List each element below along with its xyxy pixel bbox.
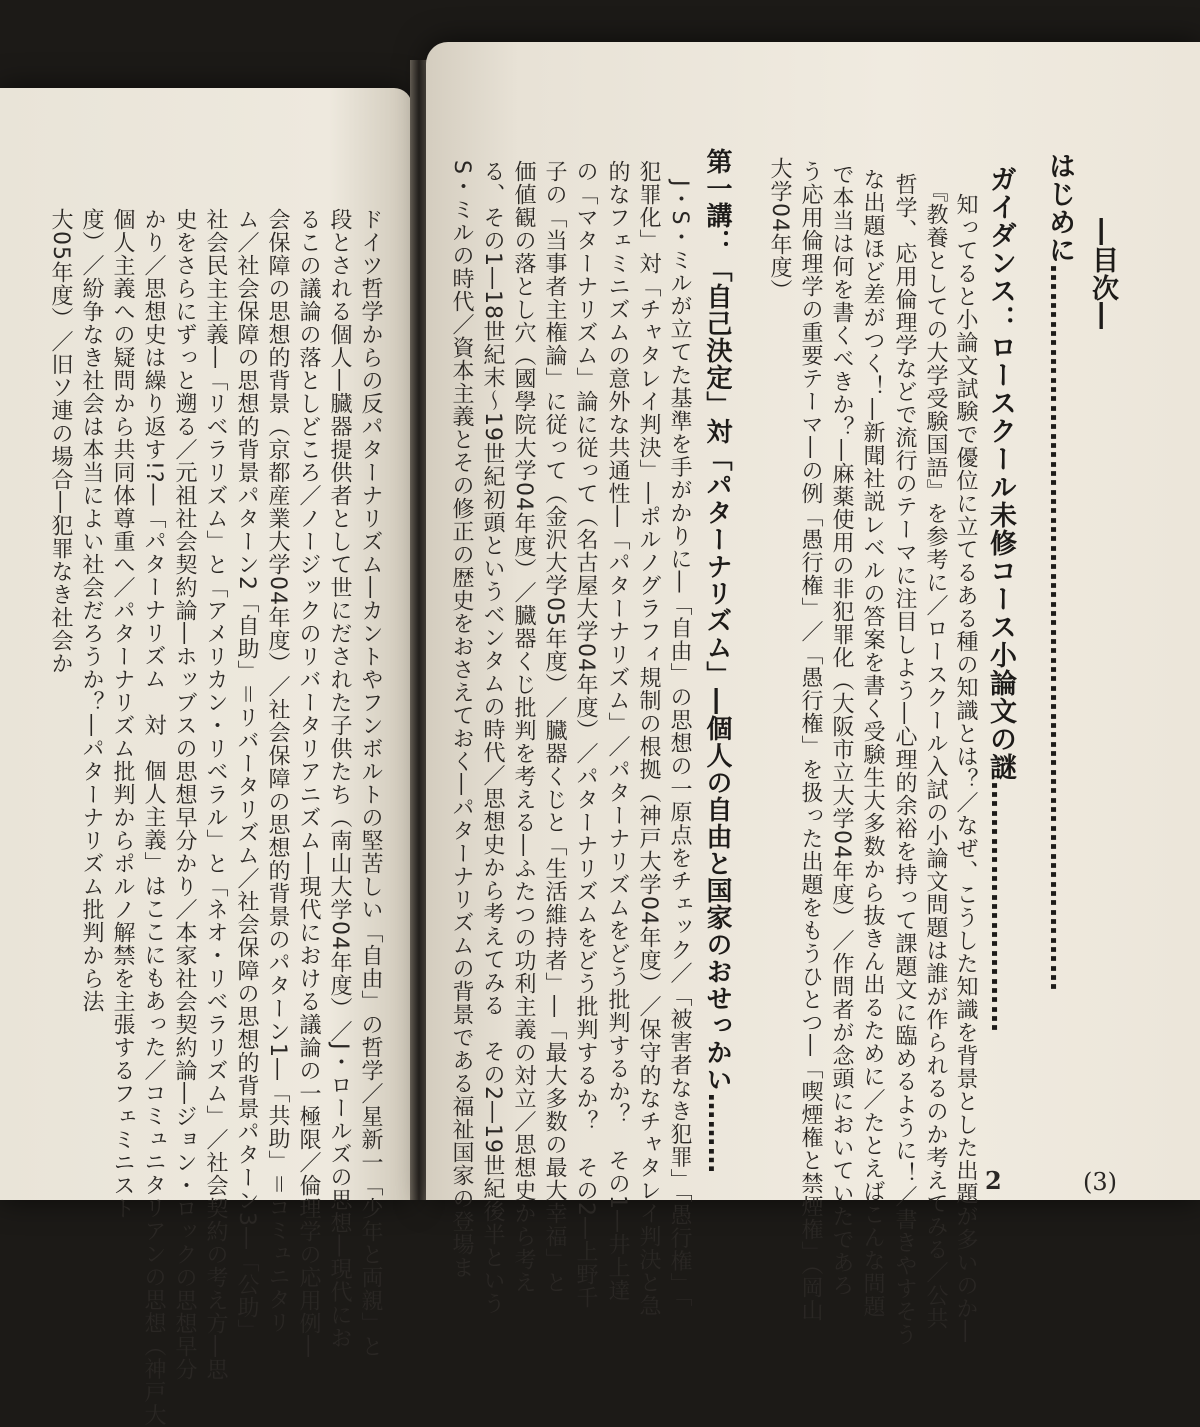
left-line: 会保障の思想的背景（京都産業大学04年度）／社会保障の思想的背景のパターン1―「共助」＝コミュニタリ — [265, 208, 290, 1334]
left-line: かり／思想史は繰り返す!?―「パターナリズム 対 個人主義」はここにもあった／コミュニタリアンの思想（神戸大 — [141, 208, 166, 1427]
lecture1-line: の「マターナリズム」論に従って（名古屋大学04年度）／パターナリズムをどう批判するか？ その2―上野千 — [573, 160, 598, 1309]
lecture1-line: J・S・ミルが立てた基準を手がかりに―「自由」の思想の一原点をチェック／「被害者なき犯罪」「愚行権」「 — [667, 180, 692, 1308]
lecture1-heading: 第一講：「自己決定」対「パターナリズム」―個人の自由と国家のおせっかい……… — [702, 148, 732, 1174]
left-line: るこの議論の落としどころ／ノージックのリバータリアニズム―現代における議論の一極限／倫理学の応用例― — [296, 208, 321, 1358]
left-line: 段とされる個人―臓器提供者として世にだされた子供たち（南山大学04年度）／J・ロールズの思想―現代にお — [327, 208, 352, 1350]
left-line: ム／社会保障の思想的背景パターン2「自助」＝リバータリズム／社会保障の思想的背景パターン3―「公助」 — [234, 208, 259, 1342]
left-line: 個人主義への疑問から共同体尊重へ／パターナリズム批判からポルノ解禁を主張するフェミニスト — [110, 208, 135, 1220]
left-line: 社会民主主義―「リベラリズム」と「アメリカン・リベラル」と「ネオ・リベラリズム」／社会契約の考え方―思 — [203, 208, 228, 1381]
lecture1-line: る、その1―18世紀末～19世紀初頭というベンタムの時代／思想史から考えてみる その2―19世紀後半という — [480, 160, 505, 1315]
hajimeni-entry: はじめに…………………………………………………………………… — [1044, 152, 1075, 992]
guidance-line: う応用倫理学の重要テーマ―の例「愚行権」／「愚行権」を扱った出題をもうひとつ―「喫煙権と禁煙権」（岡山 — [798, 160, 823, 1322]
lecture1-line: S・ミルの時代／資本主義とその修正の歴史をおさえておく―パターナリズムの背景である福祉国家の登場ま — [449, 160, 474, 1279]
lecture1-line: 価値観の落とし穴（國學院大学04年度）／臓器くじ批判を考える―ふたつの功利主義の対立／思想史から考え — [511, 160, 536, 1294]
guidance-line: 『教養としての大学受験国語』を参考に／ロースクール入試の小論文問題は誰が作られるのか考えてみる／公共 — [923, 180, 948, 1330]
hajimeni-page-number: (3) — [1083, 1168, 1117, 1196]
guidance-page-number: 2 — [985, 1166, 1002, 1195]
guidance-line: で本当は何を書くべきか？―麻薬使用の非犯罪化（大阪市立大学04年度）／作問者が念頭においていたであろ — [829, 163, 854, 1297]
guidance-heading: ガイダンス：ロースクール未修コース小論文の謎……………………… — [985, 165, 1016, 1033]
guidance-line: 大学04年度） — [767, 157, 792, 302]
guidance-line: 哲学、応用倫理学などで流行のテーマに注目しよう―心理的余裕を持って課題文に臨めるように！／書きやすそう — [892, 173, 917, 1346]
lecture1-line: 的なフェミニズムの意外な共通性―「パターナリズム」／パターナリズムをどう批判するか？ その1―井上達 — [605, 160, 630, 1302]
lecture1-line: 犯罪化」対「チャタレイ判決」―ポルノグラフィ規制の根拠（神戸大学04年度）／保守的なチャタレイ判決と急 — [636, 160, 661, 1317]
left-line: 史をさらにずっと遡る／元祖社会契約論―ホッブスの思想早分かり／本家社会契約論―ジョン・ロックの思想早分 — [172, 208, 197, 1381]
left-line: 大05年度）／旧ソ連の場合―犯罪なき社会か — [48, 208, 73, 675]
left-line: ドイツ哲学からの反パターナリズム―カントやフンボルトの堅苦しい「自由」の哲学／星新一「少年と両親」と — [358, 208, 383, 1358]
guidance-line: 知ってると小論文試験で優位に立てるある種の知識とは？／なぜ、こうした知識を背景とした出題が多いのか― — [953, 193, 978, 1343]
left-line: 度）／紛争なき社会は本当によい社会だろうか？―パターナリズム批判から法 — [79, 208, 104, 1013]
guidance-line: な出題ほど差がつく！―新聞社説レベルの答案を書く受験生大多数から抜きん出るために／たとえばこんな問題 — [860, 168, 885, 1318]
toc-title: ―目次― — [1087, 218, 1118, 330]
lecture1-line: 子の「当事者主権論」に従って（金沢大学05年度）／臓器くじと「生活維持者」―「最大多数の最大幸福」と — [542, 160, 567, 1294]
